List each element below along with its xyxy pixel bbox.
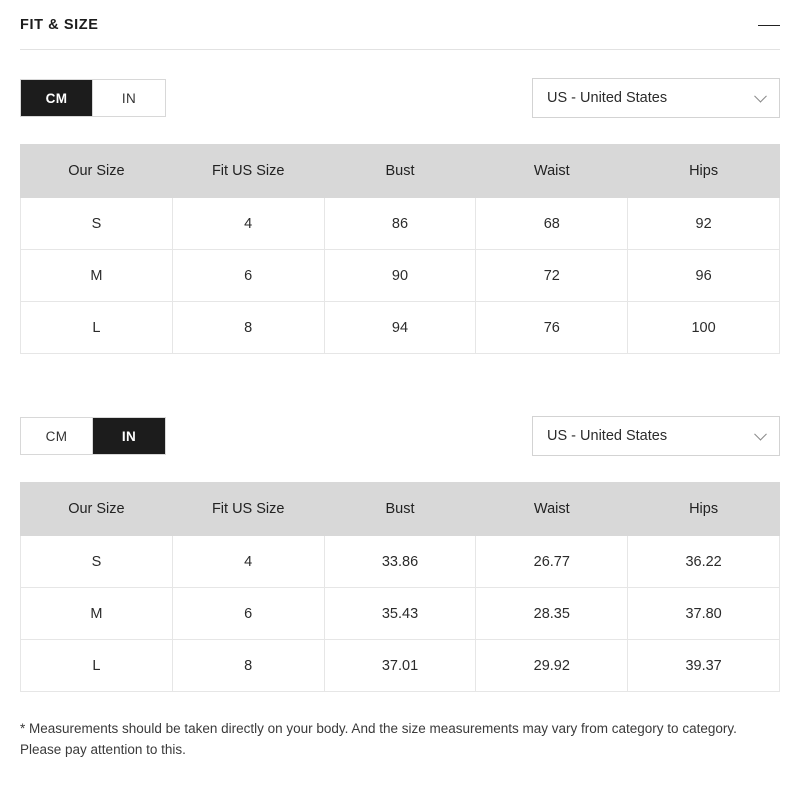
controls-row-cm <box>20 78 780 118</box>
column-header-bust: Bust <box>324 145 476 198</box>
cell-hips: 100 <box>628 302 780 354</box>
cell-our-size: S <box>21 536 173 588</box>
cell-fit-us-size: 8 <box>172 302 324 354</box>
cell-bust: 33.86 <box>324 536 476 588</box>
cell-bust: 94 <box>324 302 476 354</box>
unit-button-cm[interactable]: CM <box>21 418 93 454</box>
table-row <box>21 250 780 302</box>
cell-hips: 39.37 <box>628 640 780 692</box>
cell-fit-us-size: 6 <box>172 588 324 640</box>
cell-waist: 72 <box>476 250 628 302</box>
column-header-waist: Waist <box>476 145 628 198</box>
column-header-bust: Bust <box>324 483 476 536</box>
country-select-value: US - United States <box>547 90 668 106</box>
cell-bust: 35.43 <box>324 588 476 640</box>
cell-hips: 36.22 <box>628 536 780 588</box>
table-row <box>21 198 780 250</box>
unit-toggle-cm[interactable] <box>20 79 166 117</box>
cell-our-size: M <box>21 588 173 640</box>
size-table-in <box>20 482 780 692</box>
cell-fit-us-size: 4 <box>172 536 324 588</box>
cell-bust: 90 <box>324 250 476 302</box>
cell-hips: 92 <box>628 198 780 250</box>
measurement-footnote: * Measurements should be taken directly on your body. And the size measurements may vary from category to category. Please pay attention to this. <box>20 721 737 757</box>
column-header-hips: Hips <box>628 483 780 536</box>
size-table-cm <box>20 144 780 354</box>
country-select-in[interactable] <box>532 416 780 456</box>
cell-fit-us-size: 4 <box>172 198 324 250</box>
table-row <box>21 588 780 640</box>
cell-our-size: S <box>21 198 173 250</box>
table-row <box>21 640 780 692</box>
unit-button-in[interactable]: IN <box>93 80 165 116</box>
cell-bust: 86 <box>324 198 476 250</box>
column-header-our-size: Our Size <box>21 483 173 536</box>
cell-our-size: L <box>21 302 173 354</box>
unit-button-in[interactable]: IN <box>93 418 165 454</box>
page-title: FIT & SIZE <box>20 16 99 33</box>
table-header-row <box>21 483 780 536</box>
table-row <box>21 536 780 588</box>
table-row <box>21 302 780 354</box>
size-block-cm <box>20 78 780 354</box>
section-header <box>20 0 780 50</box>
chevron-down-icon <box>754 90 767 103</box>
cell-hips: 37.80 <box>628 588 780 640</box>
column-header-fit-us-size: Fit US Size <box>172 483 324 536</box>
cell-waist: 29.92 <box>476 640 628 692</box>
size-block-in <box>20 416 780 692</box>
cell-waist: 28.35 <box>476 588 628 640</box>
chevron-down-icon <box>754 428 767 441</box>
cell-bust: 37.01 <box>324 640 476 692</box>
country-select-cm[interactable] <box>532 78 780 118</box>
cell-our-size: L <box>21 640 173 692</box>
cell-fit-us-size: 6 <box>172 250 324 302</box>
minus-icon[interactable] <box>758 14 780 36</box>
cell-waist: 76 <box>476 302 628 354</box>
unit-button-cm[interactable]: CM <box>21 80 93 116</box>
column-header-waist: Waist <box>476 483 628 536</box>
cell-waist: 26.77 <box>476 536 628 588</box>
column-header-our-size: Our Size <box>21 145 173 198</box>
cell-hips: 96 <box>628 250 780 302</box>
table-header-row <box>21 145 780 198</box>
cell-our-size: M <box>21 250 173 302</box>
unit-toggle-in[interactable] <box>20 417 166 455</box>
column-header-hips: Hips <box>628 145 780 198</box>
controls-row-in <box>20 416 780 456</box>
cell-waist: 68 <box>476 198 628 250</box>
cell-fit-us-size: 8 <box>172 640 324 692</box>
column-header-fit-us-size: Fit US Size <box>172 145 324 198</box>
country-select-value: US - United States <box>547 428 668 444</box>
